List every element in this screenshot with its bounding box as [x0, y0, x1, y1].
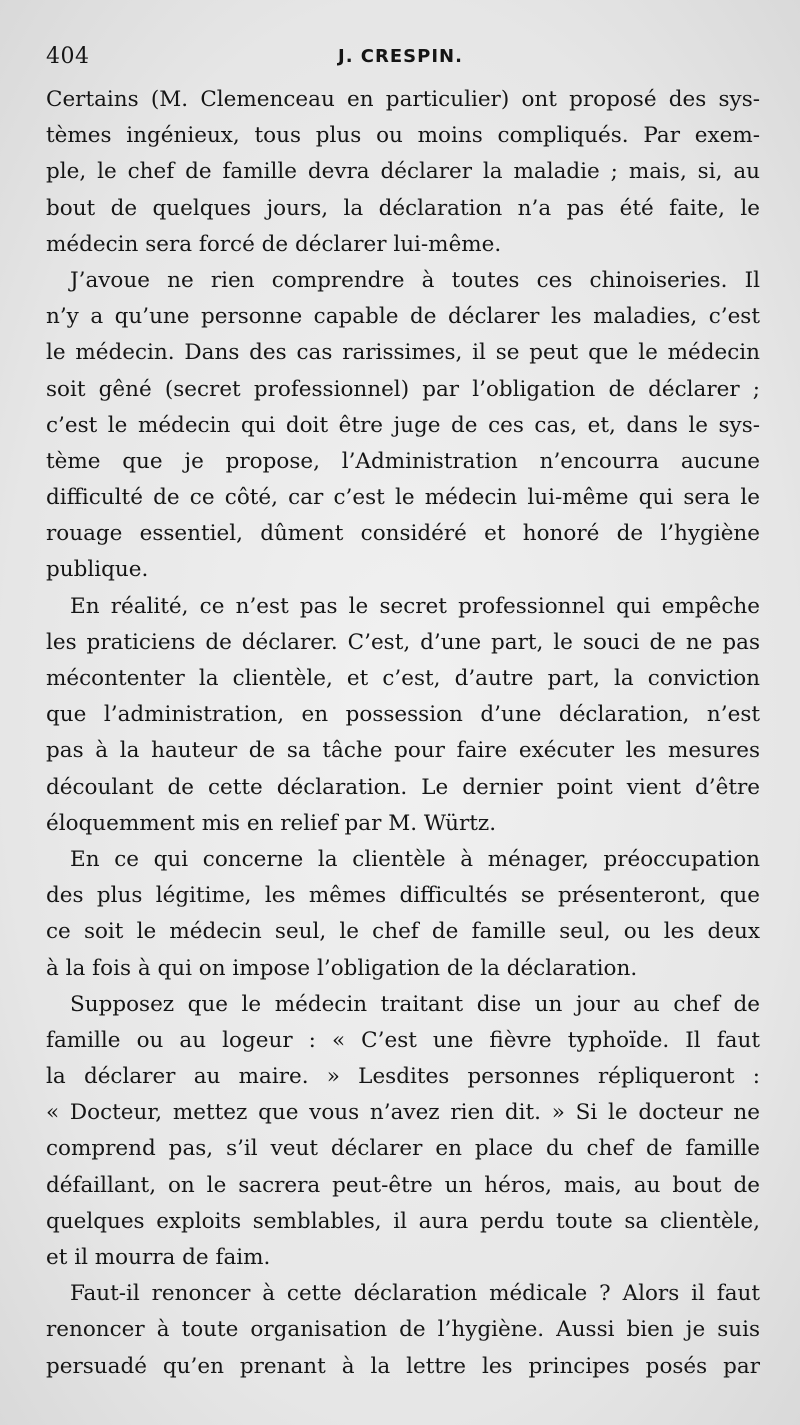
- text-line: comprend pas, s’il veut déclarer en place du chef de famille: [46, 1136, 760, 1162]
- text-line: à la fois à qui on impose l’obligation de la déclaration.: [46, 955, 638, 981]
- text-line: En réalité, ce n’est pas le secret professionnel qui empêche: [70, 593, 760, 619]
- page-number: 404: [46, 44, 90, 69]
- text-line: c’est le médecin qui doit être juge de ces cas, et, dans le sys-: [46, 412, 760, 438]
- text-line: persuadé qu’en prenant à la lettre les principes posés par: [46, 1353, 760, 1379]
- text-line: pas à la hauteur de sa tâche pour faire exécuter les mesures: [46, 738, 760, 764]
- text-line: n’y a qu’une personne capable de déclarer les maladies, c’est: [46, 304, 760, 330]
- text-line: tème que je propose, l’Administration n’encourra aucune: [46, 448, 760, 474]
- text-line: défaillant, on le sacrera peut-être un héros, mais, au bout de: [46, 1172, 760, 1198]
- text-line: renoncer à toute organisation de l’hygiène. Aussi bien je suis: [46, 1317, 760, 1343]
- running-head: J. CRESPIN.: [338, 46, 463, 67]
- text-line: « Docteur, mettez que vous n’avez rien dit. » Si le docteur ne: [46, 1100, 760, 1126]
- text-line: que l’administration, en possession d’une déclaration, n’est: [46, 702, 760, 728]
- text-line: éloquemment mis en relief par M. Würtz.: [46, 810, 497, 836]
- text-line: tèmes ingénieux, tous plus ou moins compliqués. Par exem-: [46, 123, 760, 149]
- text-line: ce soit le médecin seul, le chef de famille seul, ou les deux: [46, 919, 760, 945]
- text-line: et il mourra de faim.: [46, 1245, 271, 1270]
- text-line: des plus légitime, les mêmes difficultés se présenteront, que: [46, 883, 760, 909]
- text-line: Supposez que le médecin traitant dise un jour au chef de: [70, 991, 760, 1017]
- text-line: Faut-il renoncer à cette déclaration médicale ? Alors il faut: [70, 1281, 760, 1307]
- text-line: le médecin. Dans des cas rarissimes, il se peut que le médecin: [46, 340, 760, 366]
- text-line: publique.: [46, 557, 149, 583]
- text-line: soit gêné (secret professionnel) par l’obligation de déclarer ;: [46, 376, 760, 402]
- text-line: médecin sera forcé de déclarer lui-même.: [46, 231, 502, 257]
- text-line: rouage essentiel, dûment considéré et honoré de l’hygiène: [46, 521, 760, 547]
- text-line: la déclarer au maire. » Lesdites personnes répliqueront :: [46, 1064, 760, 1090]
- text-line: difficulté de ce côté, car c’est le médecin lui-même qui sera le: [46, 485, 760, 511]
- text-line: En ce qui concerne la clientèle à ménager, préoccupation: [70, 846, 760, 872]
- text-line: Certains (M. Clemenceau en particulier) ont proposé des sys-: [46, 87, 760, 112]
- text-line: quelques exploits semblables, il aura perdu toute sa clientèle,: [46, 1208, 760, 1234]
- page-header: [46, 38, 760, 78]
- text-line: bout de quelques jours, la déclaration n’a pas été faite, le: [46, 195, 760, 221]
- text-line: J’avoue ne rien comprendre à toutes ces chinoiseries. Il: [70, 267, 760, 293]
- text-line: mécontenter la clientèle, et c’est, d’autre part, la conviction: [46, 666, 760, 691]
- text-line: famille ou au logeur : « C’est une fièvre typhoïde. Il faut: [46, 1027, 760, 1053]
- text-line: découlant de cette déclaration. Le dernier point vient d’être: [46, 774, 760, 800]
- text-line: les praticiens de déclarer. C’est, d’une part, le souci de ne pas: [46, 629, 760, 655]
- body-text: [46, 82, 760, 1385]
- text-line: ple, le chef de famille devra déclarer la maladie ; mais, si, au: [46, 159, 760, 185]
